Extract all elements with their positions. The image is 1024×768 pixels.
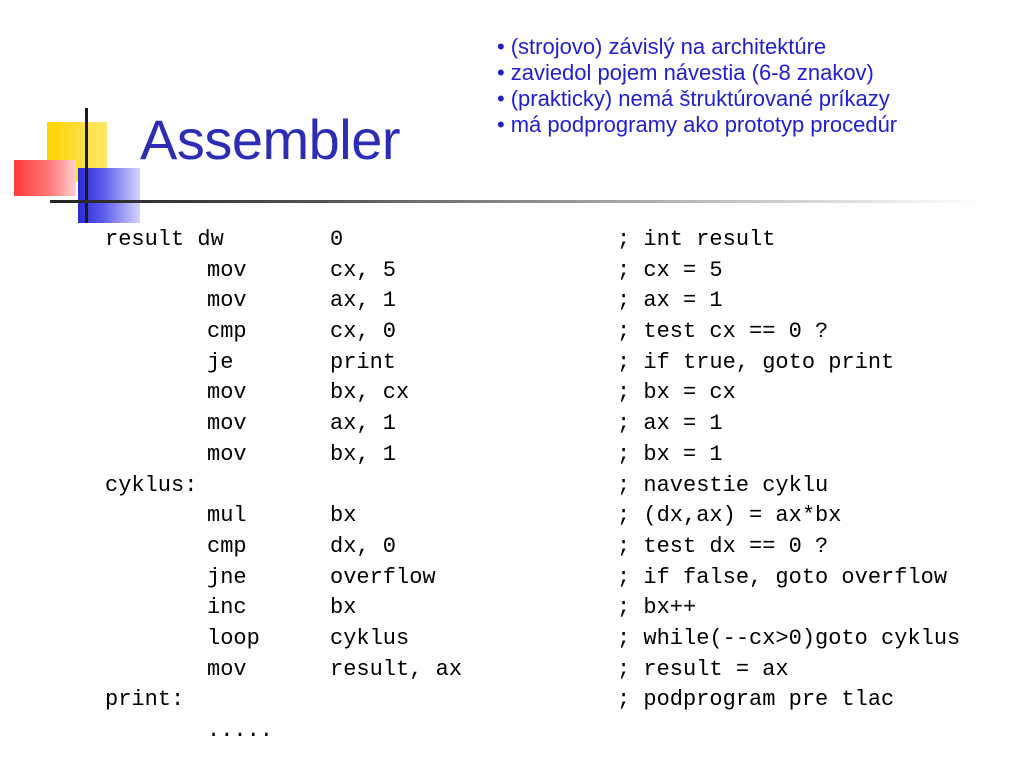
code-line [105, 655, 1015, 686]
code-mnemonic: loop [207, 625, 260, 651]
bullet-item: • má podprogramy ako prototyp procedúr [497, 112, 897, 138]
bullet-item: • (strojovo) závislý na architektúre [497, 34, 897, 60]
code-comment: ; result = ax [617, 656, 789, 682]
code-line [105, 378, 1015, 409]
code-comment: ; test cx == 0 ? [617, 319, 829, 345]
code-operands: 0 [330, 227, 344, 252]
code-comment: ; cx = 5 [617, 257, 723, 283]
code-mnemonic: mul [207, 503, 247, 529]
code-mnemonic: mov [207, 257, 247, 283]
code-mnemonic: ..... [207, 718, 274, 743]
code-line [105, 286, 1015, 317]
code-mnemonic: cmp [207, 319, 247, 345]
code-mnemonic: jne [207, 564, 247, 590]
code-comment: ; while(--cx>0)goto cyklus [617, 625, 961, 651]
code-line [105, 563, 1015, 594]
code-label: cyklus: [105, 472, 198, 498]
code-line [105, 440, 1015, 471]
code-line [105, 471, 1015, 502]
bullet-item: • zaviedol pojem návestia (6-8 znakov) [497, 60, 897, 86]
code-mnemonic: mov [207, 441, 247, 467]
code-comment: ; ax = 1 [617, 411, 723, 437]
title-underline [50, 200, 980, 203]
code-comment: ; bx = cx [617, 380, 736, 406]
code-operands: result, ax [330, 656, 463, 682]
code-comment: ; bx++ [617, 595, 697, 621]
code-operands: bx, 1 [330, 441, 397, 467]
code-line [105, 225, 1015, 256]
slide-title: Assembler [140, 108, 401, 171]
code-line [105, 685, 1015, 716]
decor-red-bar [14, 160, 76, 196]
code-line [105, 624, 1015, 655]
code-operands: cx, 0 [330, 319, 397, 345]
code-comment: ; (dx,ax) = ax*bx [617, 503, 842, 529]
code-line [105, 348, 1015, 379]
code-comment: ; if false, goto overflow [617, 564, 948, 590]
code-mnemonic: mov [207, 411, 247, 437]
code-operands: dx, 0 [330, 533, 397, 559]
code-comment: ; ax = 1 [617, 288, 723, 314]
code-comment: ; podprogram pre tlac [617, 687, 895, 713]
code-comment: ; bx = 1 [617, 441, 723, 467]
code-comment: ; if true, goto print [617, 349, 895, 375]
code-line [105, 593, 1015, 624]
code-operands: bx [330, 595, 357, 621]
code-operands: bx, cx [330, 380, 410, 406]
code-operands: overflow [330, 564, 436, 590]
code-operands: print [330, 349, 397, 375]
code-mnemonic: mov [207, 380, 247, 406]
code-operands: cyklus [330, 625, 410, 651]
code-line [105, 716, 1015, 747]
code-comment: ; navestie cyklu [617, 472, 829, 498]
code-operands: cx, 5 [330, 257, 397, 283]
code-mnemonic: cmp [207, 533, 247, 559]
decor-vertical-line [85, 108, 88, 223]
code-label: print: [105, 687, 185, 713]
code-operands: ax, 1 [330, 288, 397, 314]
code-line [105, 317, 1015, 348]
code-line [105, 409, 1015, 440]
code-comment: ; int result [617, 227, 776, 252]
bullet-list [497, 34, 897, 138]
code-label: result dw [105, 227, 224, 252]
code-operands: bx [330, 503, 357, 529]
code-mnemonic: je [207, 349, 234, 375]
code-operands: ax, 1 [330, 411, 397, 437]
bullet-item: • (prakticky) nemá štruktúrované príkazy [497, 86, 897, 112]
code-mnemonic: mov [207, 656, 247, 682]
assembly-code-listing [105, 225, 1015, 747]
code-line [105, 501, 1015, 532]
code-line [105, 256, 1015, 287]
code-mnemonic: mov [207, 288, 247, 314]
code-line [105, 532, 1015, 563]
code-comment: ; test dx == 0 ? [617, 533, 829, 559]
code-mnemonic: inc [207, 595, 247, 621]
